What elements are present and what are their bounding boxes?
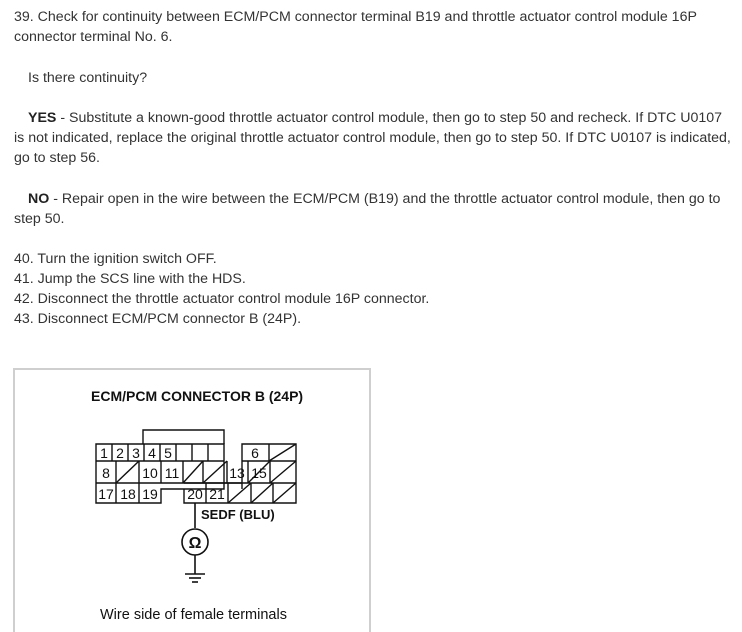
terminal-3: 3 xyxy=(132,445,140,461)
ohm-symbol: Ω xyxy=(188,535,202,552)
no-paragraph xyxy=(14,189,732,229)
step-43: 43. Disconnect ECM/PCM connector B (24P). xyxy=(14,311,302,327)
terminal-17: 17 xyxy=(98,486,114,502)
yes-label: YES xyxy=(28,110,57,126)
diagram-caption: Wire side of female terminals xyxy=(100,607,287,623)
terminal-1: 1 xyxy=(100,445,108,461)
terminal-5: 5 xyxy=(164,445,172,461)
terminal-11: 11 xyxy=(164,465,180,481)
wire-label: SEDF (BLU) xyxy=(201,507,275,522)
no-label: NO xyxy=(28,191,50,207)
diagram-title: ECM/PCM CONNECTOR B (24P) xyxy=(91,388,304,404)
continuity-question: Is there continuity? xyxy=(28,70,148,86)
yes-paragraph xyxy=(14,108,732,168)
terminal-2: 2 xyxy=(116,445,124,461)
no-text: - Repair open in the wire between the ECM/PCM (B19) and the throttle actuator control module, then go to step 50. xyxy=(14,191,721,227)
terminal-6: 6 xyxy=(251,445,259,461)
terminal-13: 13 xyxy=(229,465,245,481)
connector-diagram xyxy=(15,370,369,632)
step-41: 41. Jump the SCS line with the HDS. xyxy=(14,271,246,287)
yes-text: - Substitute a known-good throttle actuator control module, then go to step 50 and recheck. If DTC U0107 is not indicated, replace the original throttle actuator control module, then go to step 50. If DTC U0107 is indicated, go to step 56. xyxy=(14,110,731,166)
terminal-10: 10 xyxy=(142,465,158,481)
step-39-text: 39. Check for continuity between ECM/PCM connector terminal B19 and throttle actuator control module 16P connector terminal No. 6. xyxy=(14,9,697,45)
terminal-19: 19 xyxy=(142,486,158,502)
step-42: 42. Disconnect the throttle actuator control module 16P connector. xyxy=(14,291,430,307)
ground-icon xyxy=(185,574,205,582)
terminal-21: 21 xyxy=(209,486,225,502)
terminal-18: 18 xyxy=(120,486,136,502)
terminal-4: 4 xyxy=(148,445,156,461)
connector-diagram-figure xyxy=(13,368,371,632)
terminal-15: 15 xyxy=(251,465,267,481)
terminal-20: 20 xyxy=(187,486,203,502)
step-40: 40. Turn the ignition switch OFF. xyxy=(14,251,217,267)
step-list xyxy=(14,249,429,329)
terminal-8: 8 xyxy=(102,465,110,481)
